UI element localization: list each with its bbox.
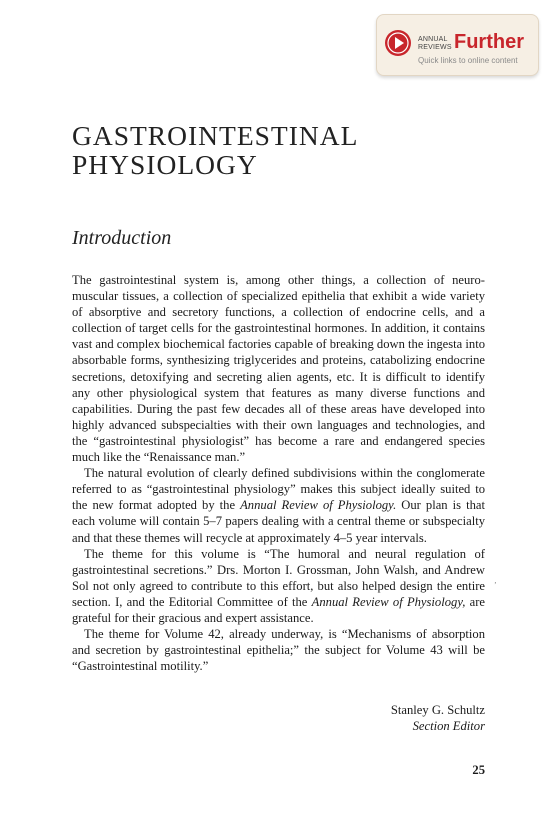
title-line-1: GASTROINTESTINAL bbox=[72, 120, 359, 151]
publisher-line-1: ANNUAL bbox=[418, 36, 448, 43]
badge-tagline: Quick links to online content bbox=[418, 56, 518, 65]
signature-block bbox=[391, 702, 485, 734]
paragraph-2-text-a: The natural evolution of clearly defined subdivisions within the conglomerate referred to as “gastrointestinal physiology” makes this subject ideally suited to the new format adopted by the bbox=[72, 466, 485, 513]
journal-title-reference-2: Annual Review of Physiology, bbox=[311, 594, 466, 609]
annual-reviews-further-badge[interactable] bbox=[376, 14, 539, 76]
page-number: 25 bbox=[472, 763, 485, 777]
paragraph-3-text-b: are grateful for their gracious and expert assistance. bbox=[72, 594, 485, 625]
paragraph-3 bbox=[72, 546, 485, 626]
article-title bbox=[72, 121, 358, 179]
publisher-line-2: REVIEWS bbox=[418, 44, 452, 51]
play-button-icon bbox=[384, 29, 412, 57]
further-label: Further bbox=[454, 31, 524, 53]
publisher-name bbox=[418, 36, 452, 52]
signature-name: Stanley G. Schultz bbox=[390, 703, 485, 717]
title-line-2: PHYSIOLOGY bbox=[72, 149, 258, 180]
margin-mark: ‚ bbox=[494, 576, 497, 585]
signature-role: Section Editor bbox=[412, 719, 485, 733]
paragraph-3-text-a: The theme for this volume is “The humoral and neural regulation of gastrointestinal secretions.” Drs. Morton I. Grossman, John Walsh, and Andrew Sol not only agreed to contribute to this effort, but also helped design the entire section. I, and the Editorial Committee of the bbox=[72, 546, 485, 609]
paragraph-2-text-b: Our plan is that each volume will contain 5–7 papers dealing with a central theme or subspecialty and that these themes will recycle at approximately 4–5 year intervals. bbox=[72, 498, 485, 545]
paragraph-1: The gastrointestinal system is, among other things, a collection of neuro-muscular tissues, a collection of specialized epithelia that exhibit a wide variety of absorptive and secretory functions, a collection of endocrine cells, and a collection of target cells for the gastrointestinal hormones. In addition, it contains vast and complex biochemical factories capable of breaking down the ingesta into absorbable forms, synthesizing triglycerides and proteins, catabolizing endocrine secretions, detoxifying and secreting alien agents, etc. It is difficult to identify any other physiological system that features as many diverse functions and capabilities. During the past few decades all of these areas have developed into highly advanced subspecialties with their own languages and technologies, and the “gastrointestinal physiologist” has become a rare and endangered species much like the “Renaissance man.” bbox=[72, 273, 485, 465]
paragraph-2 bbox=[72, 465, 485, 545]
section-subtitle: Introduction bbox=[72, 227, 172, 249]
paragraph-4: The theme for Volume 42, already underway, is “Mechanisms of absorption and secretion by gastrointestinal epithelia;” the subject for Volume 43 will be “Gastrointestinal motility.” bbox=[72, 627, 485, 674]
article-body bbox=[72, 272, 485, 674]
journal-title-reference: Annual Review of Physiology. bbox=[240, 498, 397, 513]
